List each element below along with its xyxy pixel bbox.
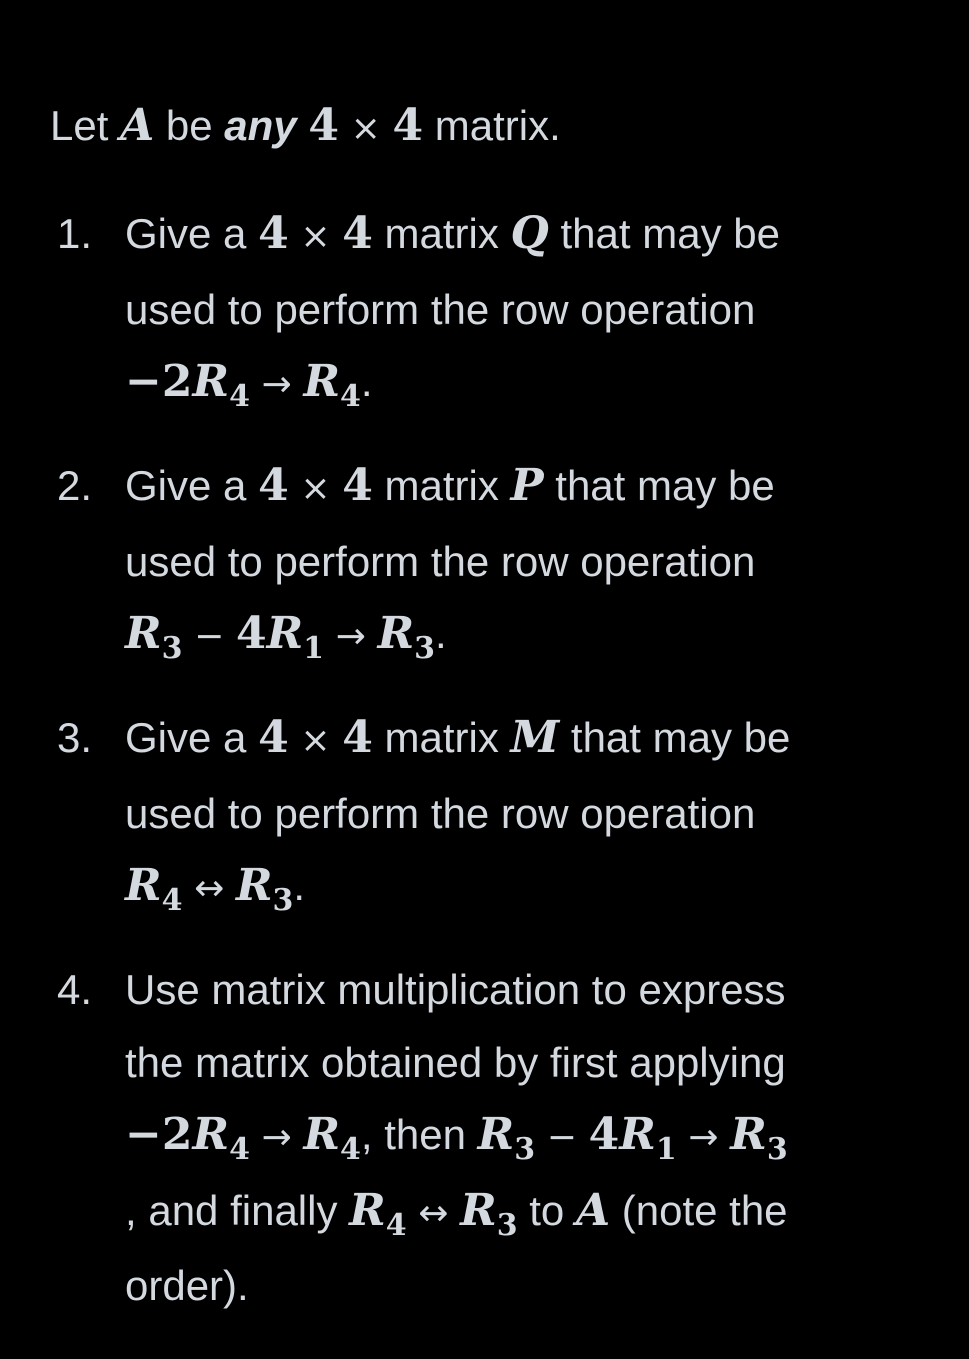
item-line-5: order). <box>125 1262 249 1309</box>
intro-be: be <box>165 102 213 149</box>
row-operation <box>125 346 937 422</box>
dimension-four: 4 <box>342 712 373 763</box>
row-symbol: R <box>192 1109 230 1160</box>
row-operation <box>125 850 937 926</box>
text-that-may-be: that may be <box>560 210 780 257</box>
matrix-M-symbol: M <box>510 712 560 763</box>
text-give-a: Give a <box>125 714 247 761</box>
dimension-four: 4 <box>258 712 289 763</box>
text-to: to <box>529 1186 565 1234</box>
row-index: 4 <box>340 379 361 414</box>
item-number: 2. <box>57 462 93 509</box>
list-item-3 <box>57 702 937 926</box>
text-and-finally: , and finally <box>125 1186 338 1234</box>
text-matrix: matrix <box>384 210 499 257</box>
text-matrix: matrix <box>384 462 499 509</box>
row-symbol: R <box>377 608 415 659</box>
row-index: 3 <box>496 1207 518 1243</box>
matrix-Q-symbol: Q <box>510 208 549 259</box>
swap-arrow-icon: ↔ <box>194 868 225 909</box>
dimension-four: 4 <box>258 208 289 259</box>
period: . <box>435 610 447 657</box>
row-index: 4 <box>229 1132 250 1167</box>
row-symbol: R <box>266 608 304 659</box>
row-symbol: R <box>730 1109 767 1160</box>
row-index: 3 <box>514 1132 536 1167</box>
dimension-four: 4 <box>258 460 289 511</box>
minus-symbol: − <box>546 1117 577 1158</box>
item-line-2: used to perform the row operation <box>125 285 756 333</box>
row-symbol: R <box>303 356 341 407</box>
period: . <box>293 862 306 909</box>
text-then: , then <box>360 1111 466 1158</box>
text-give-a: Give a <box>125 210 247 257</box>
dimension-four: 4 <box>308 100 339 151</box>
row-symbol: R <box>477 1109 515 1160</box>
row-index: 3 <box>414 631 436 666</box>
item-line-4 <box>125 1175 937 1251</box>
row-symbol: R <box>619 1109 656 1160</box>
row-operation <box>125 598 937 674</box>
row-symbol: R <box>125 860 162 911</box>
list-item-4 <box>57 954 937 1323</box>
row-index: 4 <box>385 1207 407 1243</box>
times-symbol: × <box>350 108 381 149</box>
matrix-A-symbol: A <box>575 1184 611 1236</box>
intro-any: any <box>224 102 297 149</box>
coefficient: −2 <box>125 1109 193 1160</box>
row-index: 1 <box>303 631 325 666</box>
coefficient: 4 <box>235 608 267 659</box>
arrow-icon: → <box>261 364 292 405</box>
list-item-1 <box>57 198 937 422</box>
list-item-2 <box>57 450 937 674</box>
item-number: 3. <box>57 714 93 761</box>
item-line-2: used to perform the row operation <box>125 789 756 837</box>
row-symbol: R <box>460 1184 497 1236</box>
dimension-four: 4 <box>342 208 373 259</box>
matrix-P-symbol: P <box>510 460 544 511</box>
row-index: 4 <box>161 883 183 918</box>
item-line-1 <box>125 702 937 778</box>
item-line-1 <box>125 198 937 274</box>
matrix-A-symbol: A <box>120 100 155 151</box>
item-line-3 <box>125 1099 937 1175</box>
text-that-may-be: that may be <box>570 714 791 761</box>
text-note-the: (note the <box>621 1186 788 1234</box>
text-that-may-be: that may be <box>555 462 775 509</box>
item-line-1: Use matrix multiplication to express <box>125 966 786 1013</box>
intro-matrix: matrix. <box>434 102 561 149</box>
swap-arrow-icon: ↔ <box>418 1192 449 1234</box>
arrow-icon: → <box>335 616 366 657</box>
period: . <box>360 358 373 405</box>
row-index: 3 <box>766 1132 788 1167</box>
intro-sentence <box>50 96 561 159</box>
intro-let: Let <box>50 102 109 149</box>
item-line-2: used to perform the row operation <box>125 537 756 585</box>
dimension-four: 4 <box>342 460 373 511</box>
row-index: 3 <box>161 631 183 666</box>
row-index: 4 <box>229 379 250 414</box>
row-symbol: R <box>125 608 162 659</box>
item-line-2: the matrix obtained by first applying <box>125 1038 786 1086</box>
row-symbol: R <box>192 356 230 407</box>
dimension-four: 4 <box>392 100 424 151</box>
arrow-icon: → <box>261 1117 292 1158</box>
row-index: 1 <box>655 1132 677 1167</box>
row-symbol: R <box>235 860 273 911</box>
minus-symbol: − <box>194 616 225 657</box>
item-number: 4. <box>57 966 93 1013</box>
coefficient: 4 <box>588 1109 620 1160</box>
coefficient: −2 <box>125 356 193 407</box>
item-line-1 <box>125 450 937 526</box>
row-symbol: R <box>303 1109 341 1160</box>
times-symbol: × <box>300 468 331 509</box>
times-symbol: × <box>300 216 331 257</box>
item-number: 1. <box>57 210 93 257</box>
row-symbol: R <box>349 1184 386 1236</box>
times-symbol: × <box>300 720 331 761</box>
row-index: 3 <box>272 883 294 918</box>
text-give-a: Give a <box>125 462 247 509</box>
arrow-icon: → <box>688 1117 719 1158</box>
row-index: 4 <box>340 1132 361 1167</box>
text-matrix: matrix <box>384 714 499 761</box>
